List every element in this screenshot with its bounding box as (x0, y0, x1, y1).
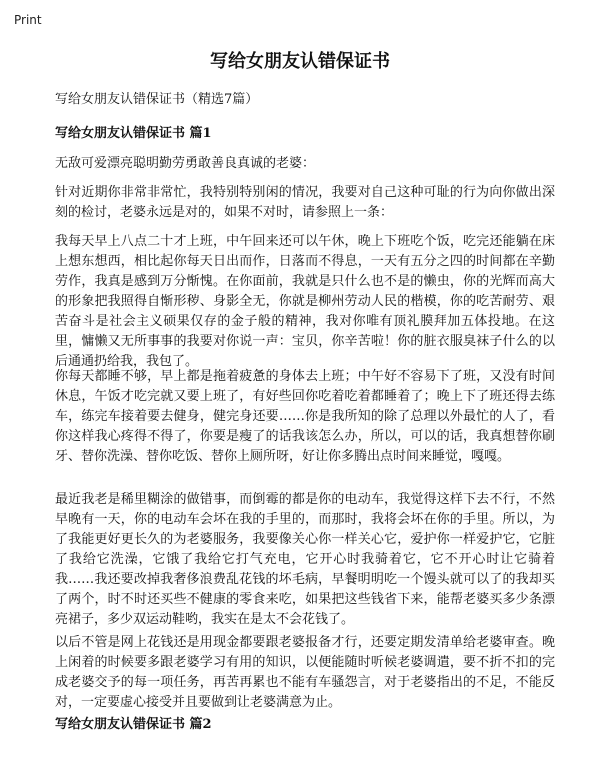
paragraph-salutation: 无敌可爱漂亮聪明勤劳勇敢善良真诚的老婆： (55, 156, 316, 171)
paragraph-1: 针对近期你非常非常忙，我特别特别闲的情况，我要对自己这种可耻的行为向你做出深刻的检讨，老婆永远是对的，如果不对时，请参照上一条： (55, 185, 555, 220)
print-label[interactable]: Print (14, 13, 42, 27)
document-title: 写给女朋友认错保证书 (210, 51, 390, 72)
section-heading-1: 写给女朋友认错保证书 篇1 (55, 126, 212, 141)
section-heading-2: 写给女朋友认错保证书 篇2 (55, 717, 212, 732)
paragraph-5: 以后不管是网上花钱还是用现金都要跟老婆报备才行，还要定期发清单给老婆审查。晚上闲着的时候要多跟老婆学习有用的知识，以便能随时听候老婆调遣，要不折不扣的完成老婆交予的每一项任务，再苦再累也不能有车骚怨言，对于老婆指出的不足，不能反对，一定要虚心接受并且要做到让老婆满意为止。 (55, 635, 555, 710)
paragraph-3: 你每天都睡不够，早上都是拖着疲惫的身体去上班；中午好不容易下了班，又没有时间休息，午饭才吃完就又要上班了，有好些回你吃着吃着都睡着了；晚上下了班还得去练车，练完车接着要去健身，健完身还要……你是我所知的除了总理以外最忙的人了，看你这样我心疼得不得了，你要是瘦了的话我该怎么办，所以，可以的话，我真想替你刷牙、替你洗澡、替你吃饭、替你上厕所呀，好让你多腾出点时间来睡觉，嘎嘎。 (55, 369, 555, 464)
paragraph-2: 我每天早上八点二十才上班，中午回来还可以午休，晚上下班吃个饭，吃完还能躺在床上想东想西，相比起你每天日出而作，日落而不得息，一天有五分之四的时间都在辛勤劳作，我真是感到万分惭愧。在你面前，我就是只什么也不是的懒虫，你的光辉而高大的形象把我照得自惭形秽、身影全无，你就是柳州劳动人民的楷模，你的吃苦耐劳、艰苦奋斗是社会主义硕果仅存的金子般的精神，我对你唯有顶礼膜拜加五体投地。在这里，慵懒又无所事事的我要对你说一声：宝贝，你辛苦啦！你的脏衣服臭袜子什么的以后通通扔给我，我包了。 (55, 234, 555, 369)
paragraph-4: 最近我老是稀里糊涂的做错事，而倒霉的都是你的电动车，我觉得这样下去不行，不然早晚有一天，你的电动车会坏在我的手里的，而那时，我将会坏在你的手里。所以，为了我能更好更长久的为老婆服务，我要像关心你一样关心它，爱护你一样爱护它，它脏了我给它洗澡，它饿了我给它打气充电，它开心时我骑着它，它不开心时让它骑着我……我还要改掉我奢侈浪费乱花钱的坏毛病，早餐明明吃一个馒头就可以了的我却买了两个，时不时还买些不健康的零食来吃，如果把这些钱省下来，能帮老婆买多少条漂亮裙子，多少双运动鞋哟，我实在是太不会花钱了。 (55, 492, 555, 627)
document-subtitle: 写给女朋友认错保证书（精选7篇） (55, 92, 259, 107)
